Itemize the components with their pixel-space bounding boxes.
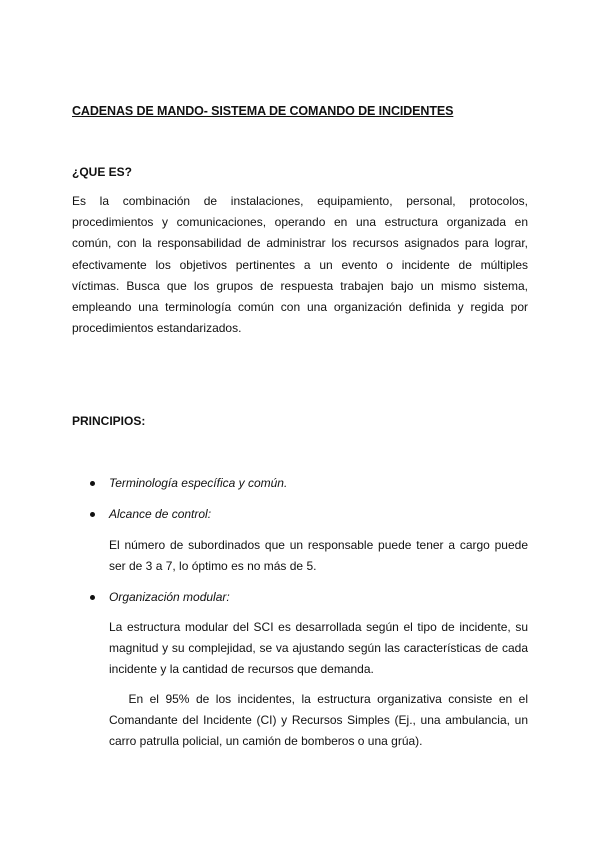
text-line: El número de subordinados que un responsable puede tener a cargo puede: [109, 538, 528, 552]
text-line: ser de 3 a 7, lo óptimo es no más de 5.: [109, 559, 317, 574]
text-line: procedimientos y comunicaciones, operando en una estructura organizada en: [72, 215, 528, 230]
text-line: Comandante del Incidente (CI) y Recursos Simples (Ej., una ambulancia, un: [109, 713, 528, 728]
text-line: empleando una terminología común con una organización definida y regida por: [72, 300, 528, 315]
text-line: La estructura modular del SCI es desarrollada según el tipo de incidente, su: [109, 620, 528, 634]
text-line: efectivamente los objetivos pertinentes a un evento o incidente de múltiples: [72, 257, 528, 272]
text-line: víctimas. Busca que los grupos de respuesta trabajen bajo un mismo sistema,: [72, 278, 528, 293]
paragraph-porcentaje: [109, 689, 528, 753]
text-line: procedimientos estandarizados.: [72, 321, 242, 336]
heading-que-es: ¿QUE ES?: [72, 165, 133, 179]
bullet-icon: [90, 595, 95, 600]
text-line: carro patrulla policial, un camión de bomberos o una grúa).: [109, 734, 423, 749]
paragraph-organizacion: [109, 617, 528, 681]
text-line: Es la combinación de instalaciones, equipamiento, personal, protocolos,: [72, 194, 528, 208]
text-line: incidente y la cantidad de recursos que demanda.: [109, 662, 374, 677]
bullet-label: Alcance de control:: [109, 507, 212, 521]
text-line: magnitud y su complejidad, se va ajustando según las características de cada: [109, 641, 528, 656]
bullet-icon: [90, 481, 95, 486]
paragraph-alcance: [109, 535, 528, 577]
bullet-label: Terminología específica y común.: [109, 476, 288, 490]
paragraph-definition: [72, 191, 528, 339]
heading-principios: PRINCIPIOS:: [72, 414, 146, 428]
text-line: común, con la responsabilidad de administrar los recursos asignados para lograr,: [72, 236, 528, 251]
text-line: En el 95% de los incidentes, la estructura organizativa consiste en el: [109, 692, 528, 706]
bullet-icon: [90, 512, 95, 517]
bullet-label: Organización modular:: [109, 590, 230, 604]
document-title: CADENAS DE MANDO- SISTEMA DE COMANDO DE INCIDENTES: [72, 104, 454, 118]
